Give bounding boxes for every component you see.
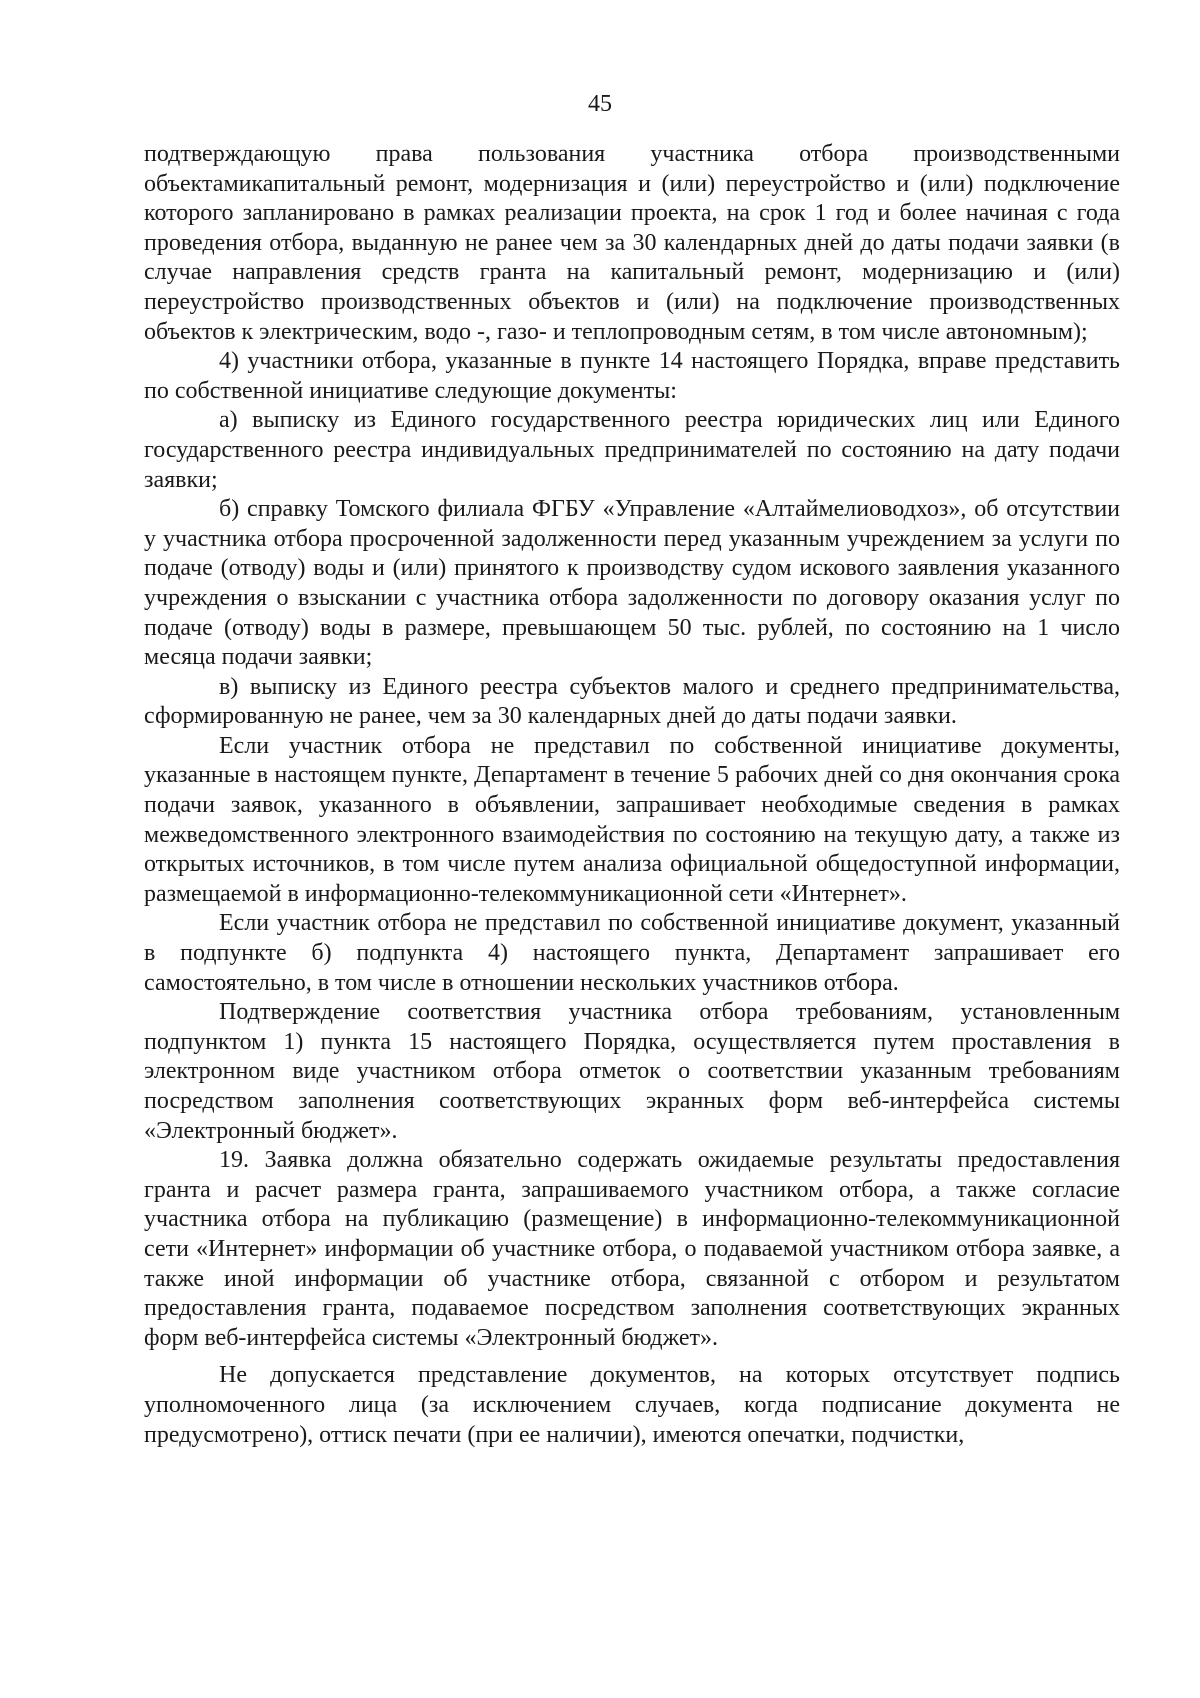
paragraph-if-not-submitted-documents: Если участник отбора не представил по собственной инициативе документы, указанные в настоящем пункте, Департамент в течение 5 рабочих дней со дня окончания срока подачи заявок, указанного в объявлении, запрашивает необходимые сведения в рамках межведомственного электронного взаимодействия по состоянию на текущую дату, а также из открытых источников, в том числе путем анализа официальной общедоступной информации, размещаемой в информационно-телекоммуникационной сети «Интернет».	[144, 732, 1120, 907]
paragraph-continuation: подтверждающую права пользования участника отбора производственными объектамикапитальный ремонт, модернизация и (или) переустройство и (или) подключение которого запланировано в рамках реализации проекта, на срок 1 год и более начиная с года проведения отбора, выданную не ранее чем за 30 календарных дней до даты подачи заявки (в случае направления средств гранта на капитальный ремонт, модернизацию и (или) переустройство производственных объектов и (или) на подключение производственных объектов к электрическим, водо -, газо- и теплопроводным сетям, в том числе автономным);	[144, 141, 1120, 345]
paragraph-subitem-b: б) справку Томского филиала ФГБУ «Управление «Алтаймелиоводхоз», об отсутствии у участника отбора просроченной задолженности перед указанным учреждением за услуги по подаче (отводу) воды и (или) принятого к производству судом искового заявления указанного учреждения о взыскании с участника отбора задолженности по договору оказания услуг по подаче (отводу) воды в размере, превышающем 50 тыс. рублей, по состоянию на 1 число месяца подачи заявки;	[144, 496, 1120, 671]
paragraph-item-4: 4) участники отбора, указанные в пункте 14 настоящего Порядка, вправе представить по собственной инициативе следующие документы:	[144, 348, 1120, 404]
page-number: 45	[588, 91, 612, 117]
paragraph-subitem-v: в) выписку из Единого реестра субъектов малого и среднего предпринимательства, сформированную не ранее, чем за 30 календарных дней до даты подачи заявки.	[144, 673, 1120, 730]
paragraph-if-not-submitted-document: Если участник отбора не представил по собственной инициативе документ, указанный в подпункте б) подпункта 4) настоящего пункта, Департамент запрашивает его самостоятельно, в том числе в отношении нескольких участников отбора.	[144, 910, 1120, 996]
document-body	[144, 140, 1120, 1450]
paragraph-subitem-a: а) выписку из Единого государственного реестра юридических лиц или Единого государственного реестра индивидуальных предпринимателей по состоянию на дату подачи заявки;	[144, 407, 1120, 493]
paragraph-item-19: 19. Заявка должна обязательно содержать ожидаемые результаты предоставления гранта и расчет размера гранта, запрашиваемого участником отбора, а также согласие участника отбора на публикацию (размещение) в информационно-телекоммуникационной сети «Интернет» информации об участнике отбора, о подаваемой участником отбора заявке, а также иной информации об участнике отбора, связанной с отбором и результатом предоставления гранта, подаваемое посредством заполнения соответствующих экранных форм веб-интерфейса системы «Электронный бюджет».	[144, 1147, 1120, 1351]
paragraph-compliance-confirmation: Подтверждение соответствия участника отбора требованиям, установленным подпунктом 1) пункта 15 настоящего Порядка, осуществляется путем проставления в электронном виде участником отбора отметок о соответствии указанным требованиям посредством заполнения соответствующих экранных форм веб-интерфейса системы «Электронный бюджет».	[144, 999, 1120, 1144]
paragraph-not-allowed: Не допускается представление документов, на которых отсутствует подпись уполномоченного лица (за исключением случаев, когда подписание документа не предусмотрено), оттиск печати (при ее наличии), имеются опечатки, подчистки,	[144, 1362, 1120, 1448]
